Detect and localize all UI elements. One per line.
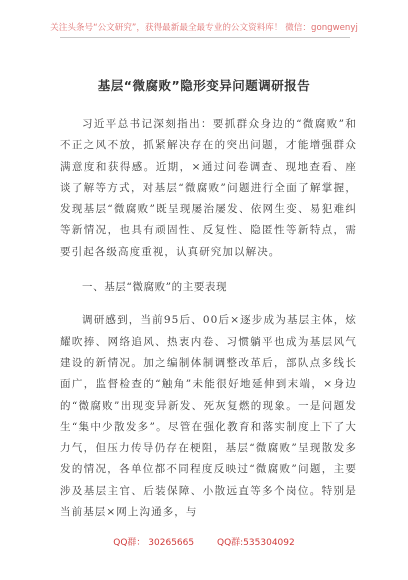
header-divider bbox=[60, 37, 350, 38]
intro-paragraph: 习近平总书记深刻指出：要抓群众身边的“微腐败”和不正之风不放，抓紧解决存在的突出问题，才能增强群众满意度和获得感。近期，×通过问卷调查、现地查看、座谈了解等方式，对基层“微腐败”问题进行全面了解掌握，发现基层“微腐败”既呈现屡治屡发、依网生变、易犯难纠等新情况，也具有顽固性、反复性、隐匿性等新特点，需要引起各级高度重视，认真研究加以解决。 bbox=[60, 118, 357, 258]
footer-qq-group-1: QQ群： 30265665 bbox=[113, 538, 195, 548]
section-heading: 一、基层“微腐败”的主要表现 bbox=[82, 281, 228, 294]
footer-qq-group-2: QQ群:535304092 bbox=[216, 538, 295, 548]
document-body bbox=[60, 114, 357, 523]
section-paragraph: 调研感到，当前95后、00后×逐步成为基层主体，炫耀吹捧、网络追风、热衷内卷、习惯躺平也成为基层风气建设的新情况。加之编制体制调整改革后，部队点多线长面广，监督检查的“触角”未能很好地延伸到末端，×身边的“微腐败”出现变异新发、死灰复燃的现象。一是问题发生“集中少散发多”。尽管在强化教育和落实制度上下了大力气，但压力传导仍存在梗阻，基层“微腐败”呈现散发多发的情况，各单位都不同程度反映过“微腐败”问题，主要涉及基层主官、后装保障、小散远直等多个岗位。特别是当前基层×网上沟通多，与 bbox=[60, 314, 357, 519]
document-title: 基层“微腐败”隐形变异问题调研报告 bbox=[97, 78, 311, 93]
footer-contacts bbox=[0, 535, 408, 548]
header-note: 关注头条号“公文研究”，获得最新最全最专业的公文资料库！ 微信：gongwenyj bbox=[50, 23, 358, 33]
